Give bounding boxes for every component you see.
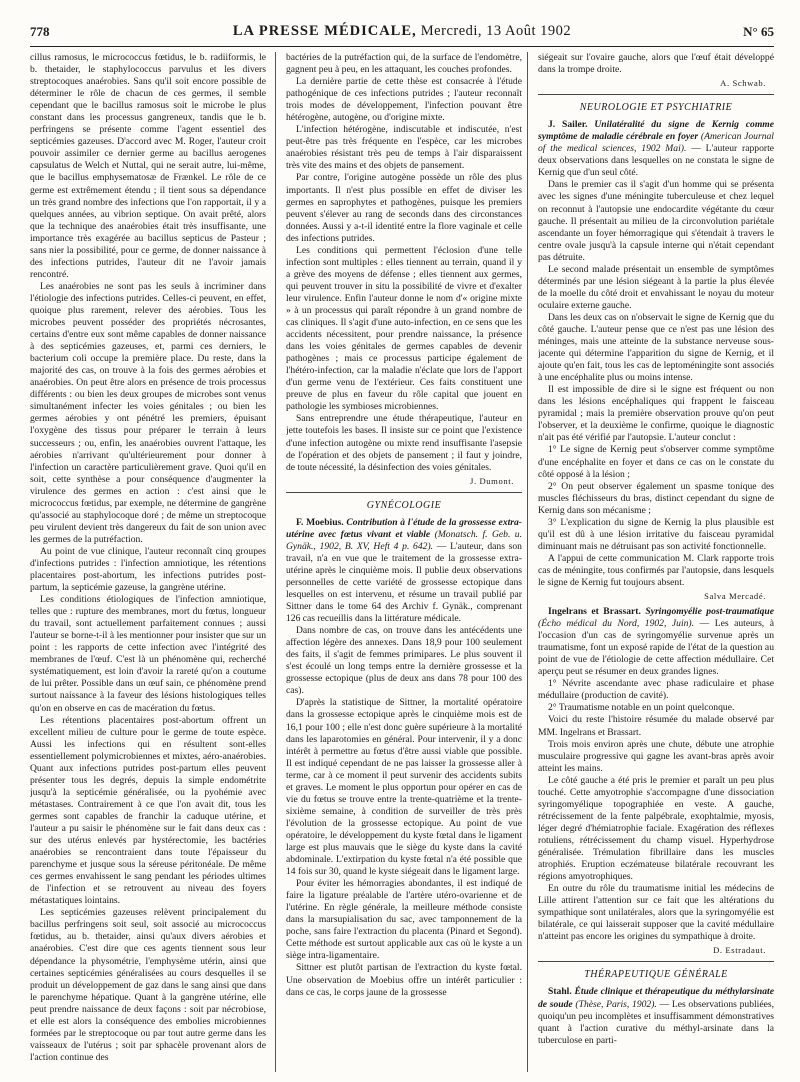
article-title: Syringomyélie post-traumatique [645, 606, 774, 618]
paragraph: Trois mois environ après une chute, débute une atrophie musculaire progressive qui gagne les avant-bras après avoir atteint les mains. [538, 738, 774, 774]
article-author: F. Moebius. [296, 516, 344, 528]
paragraph: Pour éviter les hémorragies abondantes, il est indiqué de faire la ligature préalable de l'artère utéro-ovarienne et de l'utérine. En règle générale, la meilleure méthode consiste dans la marsupialisation du sac, avec tamponnement de la poche, sans faire l'extraction du placenta (Pinard et Segond). Cette méthode est surtout applicable aux cas où le kyste a un siège intra-ligamentaire. [286, 878, 522, 962]
author-signature: A. Schwab. [720, 78, 766, 89]
article-reference: (Thèse, Paris, 1902). [575, 998, 657, 1010]
section-divider [538, 94, 774, 95]
column-3 [538, 52, 774, 1074]
article-lead: — Les auteurs, à l'occasion d'un cas de syringomyélie survenue après un traumatisme, font un exposé rapide de l'état de la question au point de vue de l'étiologie de cette affection médullaire. Cet aperçu peut se résumer en deux grandes lignes. [538, 618, 774, 678]
paragraph: Dans le premier cas il s'agit d'un homme qui se présenta avec les signes d'une méningite tuberculeuse et chez lequel on reconnut à l'autopsie une endocardite végétante du cœur gauche. Il présentait au milieu de la circonvolution pariétale ascendante un foyer hémorragique qui s'étendait à travers le centre ovale jusqu'à la capsule interne qui n'était cependant pas détruite. [538, 179, 774, 263]
paragraph: Le second malade présentait un ensemble de symptômes déterminés par une lésion siégeant à la partie la plus élevée de la moelle du côté droit et envahissant le noyau du moteur oculaire externe gauche. [538, 263, 774, 311]
issue-date: Mercredi, 13 Août 1902 [420, 23, 572, 39]
article-reference: (American Journal of the medical sciences, 1902 Mai). [538, 131, 774, 155]
column-1 [30, 52, 266, 1074]
paragraph: D'après la statistique de Sittner, la mortalité opératoire dans la grossesse ectopique après le cinquième mois est de 16,1 pour 100 ; elle n'est donc guère supérieure à la mortalité dans les laparotomies en général. Pour intervenir, il y a donc intérêt à permettre au fœtus d'être aussi viable que possible. Il est indiqué cependant de ne pas laisser la grossesse aller à terme, car à ce moment il peut survenir des accidents subits et graves. Le moment le plus opportun pour opérer en cas de vie du fœtus se trouve entre la trente-quatrième et la trente-sixième semaine, à condition de surveiller de très près l'évolution de la grossesse ectopique. Au point de vue opératoire, le développement du kyste fœtal dans le ligament large est plus mauvais que le siège du kyste dans la cavité abdominale. L'extirpation du kyste fœtal n'a été possible que 14 fois sur 30, quand le kyste siégeait dans le ligament large. [286, 697, 522, 878]
paragraph: Sans entreprendre une étude thérapeutique, l'auteur en jette toutefois les bases. Il insiste sur ce point que l'existence d'une infection autogène ou mixte rend insuffisante l'asepsie de l'opération et des objets de pansement ; il faut y joindre, de toute nécessité, la désinfection des voies génitales. [286, 413, 522, 473]
article-author: Ingelrans et Brassart. [548, 606, 641, 618]
paragraph: bactéries de la putréfaction qui, de la surface de l'endomètre, gagnent peu à peu, en les attaquant, les couches profondes. [286, 52, 522, 76]
article-abstract [538, 986, 774, 1046]
section-title: NEUROLOGIE ET PSYCHIATRIE [579, 102, 733, 114]
author-signature: D. Estradaut. [713, 945, 766, 956]
paragraph: Par contre, l'origine autogène possède un rôle des plus importants. Il n'est plus possible en effet de diviser les germes en saprophytes et pathogènes, puisque les premiers peuvent s'élever au rang de seconds dans des circonstances données. Aussi y a-t-il identité entre la flore vaginale et celle des infections putrides. [286, 172, 522, 244]
page-header [30, 22, 774, 47]
author-signature: Salva Mercadé. [704, 591, 766, 602]
paragraph: 1° Névrite ascendante avec phase radiculaire et phase médullaire (production de cavité). [538, 678, 774, 702]
article-lead: — L'auteur rapporte deux observations dans lesquelles on ne constata le signe de Kernig que d'un seul côté. [538, 143, 774, 179]
article-reference: (Écho médical du Nord, 1902, Juin). [538, 618, 695, 630]
paragraph: Il est impossible de dire si le signe est fréquent ou non dans les lésions encéphaliques qui frappent le faisceau pyramidal ; mais la première observation prouve qu'on peut l'observer, et la deuxième le confirme, quoique le diagnostic n'ait pas été vérifié par l'autopsie. L'auteur conclut : [538, 384, 774, 444]
article-title: Étude clinique et thérapeutique du méthylarsinate de soude [538, 986, 774, 1010]
paragraph: 1° Le signe de Kernig peut s'observer comme symptôme d'une encéphalite en foyer et dans ce cas on le constate du côté opposé à la lésion ; [538, 444, 774, 480]
paragraph: Les conditions étiologiques de l'infection amniotique, telles que : rupture des membranes, mort du fœtus, longueur du travail, sont actuellement parfaitement connues ; aussi l'auteur se borne-t-il à les mentionner pour insister que sur un point : les rapports de cette infection avec l'intégrité des membranes de l'œuf. C'est là un phénomène qui, recherché systématiquement, est loin d'avoir la rareté qu'on a coutume de lui prêter. Possible dans un œuf sain, ce phénomène prend surtout naissance à la faveur des lésions histologiques telles qu'on en observe en cas de macération du fœtus. [30, 594, 266, 714]
column-divider-2 [527, 52, 528, 1072]
column-2 [286, 52, 522, 1074]
paragraph: Les rétentions placentaires post-abortum offrent un excellent milieu de culture pour le germe de toute espèce. Aussi les infections qui en résultent sont-elles essentiellement polymicrobiennes et mixtes, aéro-anaérobies. Quant aux infections putrides post-partum elles peuvent présenter tous les degrés, depuis la simple endométrite jusqu'à la septicémie généralisée, ou la pyohémie avec métastases. Contrairement à ce que l'on avait dit, tous les germes sont capables de franchir la caduque utérine, et l'auteur a pu saisir le phénomène sur le fait dans deux cas : sur des utérus enlevés par hystérectomie, les bactéries anaérobies se rencontraient dans toute l'épaisseur du parenchyme et jusque sous la séreuse péritonéale. De même ces germes envahissent le sang pendant les périodes ultimes de l'infection et se retrouvent au niveau des foyers métastatiques lointains. [30, 714, 266, 907]
article-reference: (Monatsch. f. Geb. u. Gynäk., 1902, B. XV, Heft 4 p. 642). [286, 528, 522, 552]
article-abstract [286, 517, 522, 625]
column-divider-1 [275, 52, 276, 1072]
paragraph: Dans nombre de cas, on trouve dans les antécédents une affection légère des annexes. Dans 18,9 pour 100 seulement des faits, il s'agit de femmes primipares. Le plus souvent il s'est écoulé un long temps entre la dernière grossesse et la grossesse ectopique (plus de deux ans dans 78 pour 100 des cas). [286, 625, 522, 697]
page-number: 778 [30, 24, 50, 39]
author-signature: J. Dumont. [470, 475, 514, 486]
paragraph: cillus ramosus, le micrococcus fœtidus, le b. radiiformis, le b. thetaider, le staphylococcus parvulus et les divers streptocoques anaérobies. Sans qu'il soit encore possible de déterminer le rôle de chacun de ces germes, il semble cependant que le bacillus ramosus soit le microbe le plus constant dans les processus gangreneux, tandis que le b. perfringens se présente comme l'agent essentiel des septicémies gazeuses. D'accord avec M. Roger, l'auteur croit pouvoir assimiler ce dernier germe au bacillus aerogenes capsulatus de Welch et Nuttal, qui ne serait autre, lui-même, que le bacillus emphysematosæ de Frænkel. Le rôle de ce germe est extrêmement étendu ; il tient sous sa dépendance un très grand nombre des infections que l'on rapportait, il y a quelques années, au vibrion septique. On avait prêté, alors que la technique des anaérobies était très insuffisante, une importance très exagérée au bacillus septicus de Pasteur ; sans nier la possibilité, pour ce germe, de donner naissance à des infections putrides, l'auteur dit ne l'avoir jamais rencontré. [30, 52, 266, 280]
paragraph: Les septicémies gazeuses relèvent principalement du bacillus perfringens soit seul, soit associé au micrococcus fœtidus, au b. thetaider, ainsi qu'aux divers aérobies et anaérobies. C'est dire que ces agents tiennent sous leur dépendance la physométrie, l'emphysème utérin, ainsi que certaines septicémies généralisées au cours desquelles il se produit un développement de gaz dans le sang ainsi que dans le parenchyme hépatique. Quant à la gangrène utérine, elle peut prendre naissance de deux façons : soit par nécrobiose, et elle est alors la conséquence des embolies microbiennes formées par le streptocoque ou par tout autre germe dans les vaisseaux de l'utérus ; soit par sphacèle provenant alors de l'action continue des [30, 907, 266, 1063]
article-lead: — L'auteur, dans son travail, n'a en vue que le traitement de la grossesse extra-utérine après le cinquième mois. Il publie deux observations personnelles de cette variété de grossesse ectopique dans lesquelles on est intervenu, et résume un travail publié par Sittner dans le tome 64 des Archiv f. Gynäk., comprenant 126 cas recueillis dans la littérature médicale. [286, 540, 522, 625]
paragraph: Les anaérobies ne sont pas les seuls à incriminer dans l'étiologie des infections putrides. Celles-ci peuvent, en effet, quoique plus rarement, relever des aérobies. Tous les microbes peuvent posséder des propriétés nécrosantes, certains d'entre eux sont même capables de donner naissance à des septicémies gazeuses, et, parmi ces derniers, le bacterium coli occupe la première place. Du reste, dans la majorité des cas, on trouve à la fois des germes aérobies et anaérobies. On peut être alors en présence de trois processus différents : ou bien les deux groupes de microbes sont venus simultanément infecter les voies génitales ; ou bien les germes aérobies y ont pénétré les premiers, épuisant l'oxygène des tissus pour préparer le terrain à leurs successeurs ; ou, enfin, les anaérobies ouvrent l'attaque, les aérobies n'arrivant qu'ultérieurement pour donner à l'infection un caractère particulièrement grave. Quoi qu'il en soit, cette synthèse a pour conséquence d'augmenter la virulence des germes en action : c'est ainsi que le micrococcus fœtidus, par exemple, ne détermine de gangrène qu'associé au staphylocoque doré ; de même un streptocoque peu virulent devient très dangereux du fait de son union avec les germes de la putréfaction. [30, 280, 266, 545]
paragraph: En outre du rôle du traumatisme initial les médecins de Lille attirent l'attention sur ce fait que les altérations du sympathique sont unilatérales, alors que la syringomyélie est bilatérale, ce qui laisserait supposer que la cavité médullaire n'atteint pas encore les origines du sympathique à droite. [538, 883, 774, 943]
article-lead: — Les observations publiées, quoiqu'un peu incomplètes et insuffisamment démonstratives quant à l'action curative du méthyl-arsinate dans la tuberculose en parti- [538, 998, 774, 1046]
paragraph: Dans les deux cas on n'observait le signe de Kernig que du côté gauche. L'auteur pense que ce n'est pas une lésion des méninges, mais une atteinte de la substance nerveuse sous-jacente qui détermine l'apparition du signe de Kernig, et il ajoute qu'en fait, tous les cas de leptoméningite sont associés à une encéphalite plus ou moins intense. [538, 311, 774, 384]
paragraph: siégeait sur l'ovaire gauche, alors que l'œuf était développé dans la trompe droite. [538, 52, 774, 76]
article-abstract [538, 119, 774, 179]
paragraph: L'infection hétérogène, indiscutable et indiscutée, n'est peut-être pas très fréquente en l'espèce, car les microbes anaérobies résistant très peu de temps à l'air disparaissent très vite des mains et des objets de pansement. [286, 124, 522, 172]
section-title: THÉRAPEUTIQUE GÉNÉRALE [584, 969, 728, 981]
paragraph: Sittner est plutôt partisan de l'extraction du kyste fœtal. Une observation de Moebius offre un intérêt particulier : dans ce cas, le corps jaune de la grossesse [286, 962, 522, 998]
paragraph: La dernière partie de cette thèse est consacrée à l'étude pathogénique de ces infections putrides ; l'auteur reconnaît trois modes de développement, l'infection pouvant être hétérogène, autogène, ou d'origine mixte. [286, 76, 522, 124]
article-author: J. Sailer. [548, 119, 588, 131]
article-title: Unilatéralité du signe de Kernig comme symptôme de maladie cérébrale en foyer [538, 119, 774, 143]
article-title: Contribution à l'étude de la grossesse extra-utérine avec fœtus vivant et viable [286, 516, 522, 540]
paragraph: 3° L'explication du signe de Kernig la plus plausible est qu'il est dû à une lésion irritative du faisceau pyramidal diminuant mais ne détruisant pas son activité fonctionnelle. [538, 516, 774, 552]
paragraph: Voici du reste l'histoire résumée du malade observé par MM. Ingelrans et Brassart. [538, 714, 774, 738]
section-divider [538, 961, 774, 962]
paragraph: Au point de vue clinique, l'auteur reconnaît cinq groupes d'infections putrides : l'infection amniotique, les rétentions placentaires post-abortum, les infections putrides post-partum, la septicémie gazeuse, la gangrène utérine. [30, 545, 266, 594]
running-title [30, 23, 774, 40]
article-author: Stahl. [548, 986, 572, 998]
paragraph: 2° Traumatisme notable en un point quelconque. [548, 702, 735, 714]
paragraph: Les conditions qui permettent l'éclosion d'une telle infection sont multiples : elles tiennent au terrain, quand il y a grève des moyens de défense ; elles tiennent aux germes, qui peuvent trouver in situ la possibilité de vivre et d'exalter leur virulence. Enfin l'auteur donne le nom d'« origine mixte » à un processus qui paraît répondre à un grand nombre de cas cliniques. Il s'agit d'une auto-infection, en ce sens que les accidents nécessitent, pour prendre naissance, la présence dans les voies génitales de germes capables de devenir pathogènes ; mais ce processus participe également de l'hétéro-infection, car la maladie n'éclate que lors de l'apport d'un germe venu de l'extérieur. Ces faits constituent une preuve de plus en faveur du rôle capital que jouent en pathologie les symbioses microbiennes. [286, 244, 522, 413]
paragraph: A l'appui de cette communication M. Clark rapporte trois cas de méningite, tous confirmés par l'autopsie, dans lesquels le signe de Kernig fut toujours absent. [538, 552, 774, 588]
journal-name: LA PRESSE MÉDICALE, [232, 23, 417, 39]
paragraph: Le côté gauche a été pris le premier et paraît un peu plus touché. Cette amyotrophie s'accompagne d'une dissociation syringomyélique topographiée en veste. A gauche, rétrécissement de la fente palpébrale, exophtalmie, myosis, léger degré d'hémiatrophie faciale. Exagération des réflexes rotuliens, rétrécissement du champ visuel. Hyperhydrose généralisée. Trémulation fibrillaire dans les muscles atrophiés. Eruption eczémateuse bilatérale recouvrant les régions amyotrophiques. [538, 774, 774, 883]
section-divider [286, 492, 522, 493]
article-abstract [538, 606, 774, 678]
paragraph: 2° On peut observer également un spasme tonique des muscles fléchisseurs du bras, distinct cependant du signe de Kernig dans son mécanisme ; [538, 480, 774, 516]
issue-number: N° 65 [743, 24, 774, 39]
section-title: GYNÉCOLOGIE [366, 499, 442, 511]
